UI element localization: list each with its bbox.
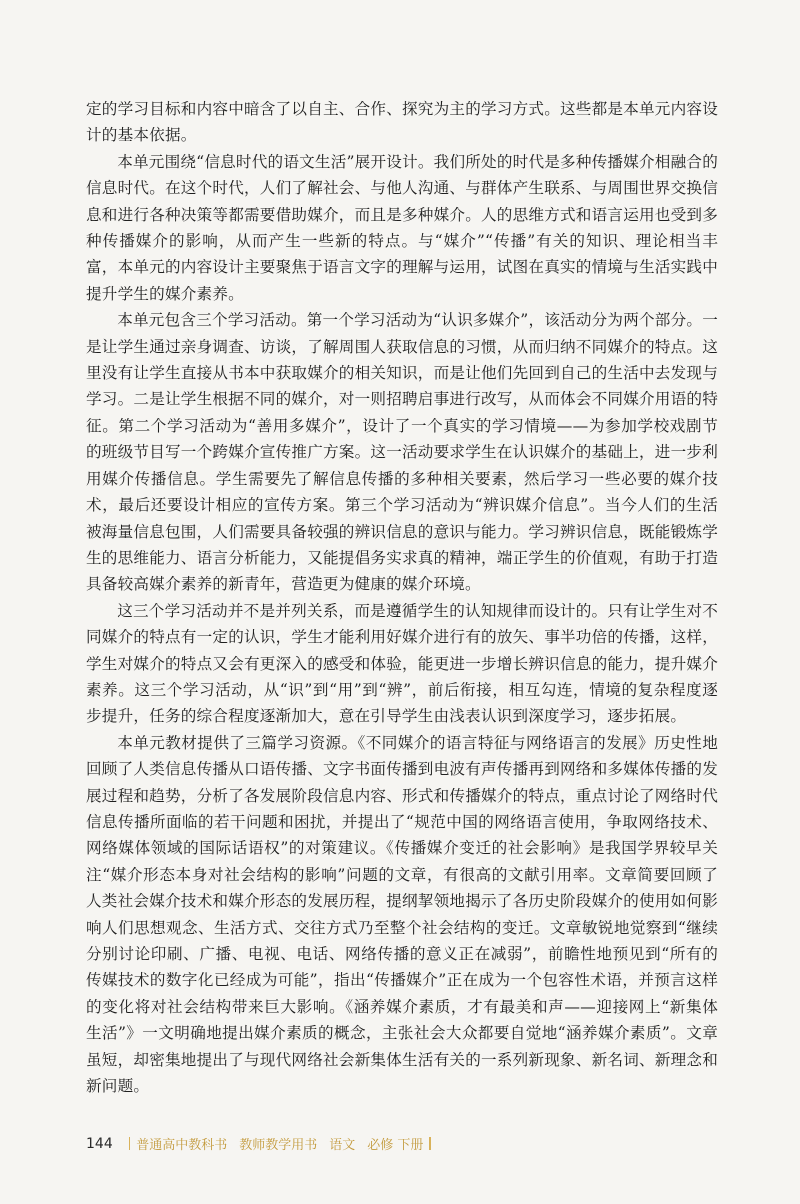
paragraph-4: 这三个学习活动并不是并列关系，而是遵循学生的认知规律而设计的。只有让学生对不同媒介的特点有一定的认识，学生才能利用好媒介进行有的放矢、事半功倍的传播，这样，学生对媒介的特点又会有更深入的感受和体验，能更进一步增长辨识信息的能力，提升媒介素养。这三个学习活动，从“识”到“用”到“辨”，前后衔接，相互勾连，情境的复杂程度逐步提升，任务的综合程度逐渐加大，意在引导学生由浅表认识到深度学习，逐步拓展。 bbox=[86, 601, 718, 726]
page-footer bbox=[86, 1134, 437, 1153]
paragraph-3: 本单元包含三个学习活动。第一个学习活动为“认识多媒介”，该活动分为两个部分。一是让学生通过亲身调查、访谈，了解周围人获取信息的习惯，从而归纳不同媒介的特点。这里没有让学生直接从书本中获取媒介的相关知识，而是让他们先回到自己的生活中去发现与学习。二是让学生根据不同的媒介，对一则招聘启事进行改写，从而体会不同媒介用语的特征。第二个学习活动为“善用多媒介”，设计了一个真实的学习情境——为参加学校戏剧节的班级节目写一个跨媒介宣传推广方案。这一活动要求学生在认识媒介的基础上，进一步利用媒介传播信息。学生需要先了解信息传播的多种相关要素，然后学习一些必要的媒介技术，最后还要设计相应的宣传方案。第三个学习活动为“辨识媒介信息”。当今人们的生活被海量信息包围，人们需要具备较强的辨识信息的意识与能力。学习辨识信息，既能锻炼学生的思维能力、语言分析能力，又能提倡务实求真的精神，端正学生的价值观，有助于打造具备较高媒介素养的新青年，营造更为健康的媒介环境。 bbox=[86, 311, 718, 594]
page-number: 144 bbox=[86, 1135, 113, 1152]
footer-book: 教师教学用书 bbox=[239, 1138, 318, 1153]
paragraph-2: 本单元围绕“信息时代的语文生活”展开设计。我们所处的时代是多种传播媒介相融合的信息时代。在这个时代，人们了解社会、与他人沟通、与群体产生联系、与周围世界交换信息和进行各种决策等都需要借助媒介，而且是多种媒介。人的思维方式和语言运用也受到多种传播媒介的影响，从而产生一些新的特点。与“媒介”“传播”有关的知识、理论相当丰富，本单元的内容设计主要聚焦于语言文字的理解与运用，试图在真实的情境与生活实践中提升学生的媒介素养。 bbox=[86, 152, 718, 303]
footer-divider bbox=[129, 1137, 131, 1150]
footer-divider-end bbox=[429, 1137, 431, 1150]
footer-subject: 语文 bbox=[329, 1138, 356, 1153]
footer-volume: 必修 下册 bbox=[367, 1138, 424, 1153]
paragraph-1: 定的学习目标和内容中暗含了以自主、合作、探究为主的学习方式。这些都是本单元内容设计的基本依据。 bbox=[86, 100, 718, 145]
paragraph-5: 本单元教材提供了三篇学习资源。《不同媒介的语言特征与网络语言的发展》历史性地回顾了人类信息传播从口语传播、文字书面传播到电波有声传播再到网络和多媒体传播的发展过程和趋势，分析了各发展阶段信息内容、形式和传播媒介的特点，重点讨论了网络时代信息传播所面临的若干问题和困扰，并提出了“规范中国的网络语言使用，争取网络技术、网络媒体领域的国际话语权”的对策建议。《传播媒介变迁的社会影响》是我国学界较早关注“媒介形态本身对社会结构的影响”问题的文章，有很高的文献引用率。文章简要回顾了人类社会媒介技术和媒介形态的发展历程，提纲挈领地揭示了各历史阶段媒介的使用如何影响人们思想观念、生活方式、交往方式乃至整个社会结构的变迁。文章敏锐地觉察到“继续分别讨论印刷、广播、电视、电话、网络传播的意义正在减弱”，前瞻性地预见到“所有的传媒技术的数字化已经成为可能”，指出“传播媒介”正在成为一个包容性术语，并预言这样的变化将对社会结构带来巨大影响。《涵养媒介素质，才有最美和声——迎接网上“新集体生活”》一文明确地提出媒介素质的概念，主张社会大众都要自觉地“涵养媒介素质”。文章虽短，却密集地提出了与现代网络社会新集体生活有关的一系列新现象、新名词、新理念和新问题。 bbox=[86, 733, 718, 1096]
footer-series: 普通高中教科书 bbox=[136, 1138, 228, 1153]
main-text bbox=[86, 96, 718, 1099]
